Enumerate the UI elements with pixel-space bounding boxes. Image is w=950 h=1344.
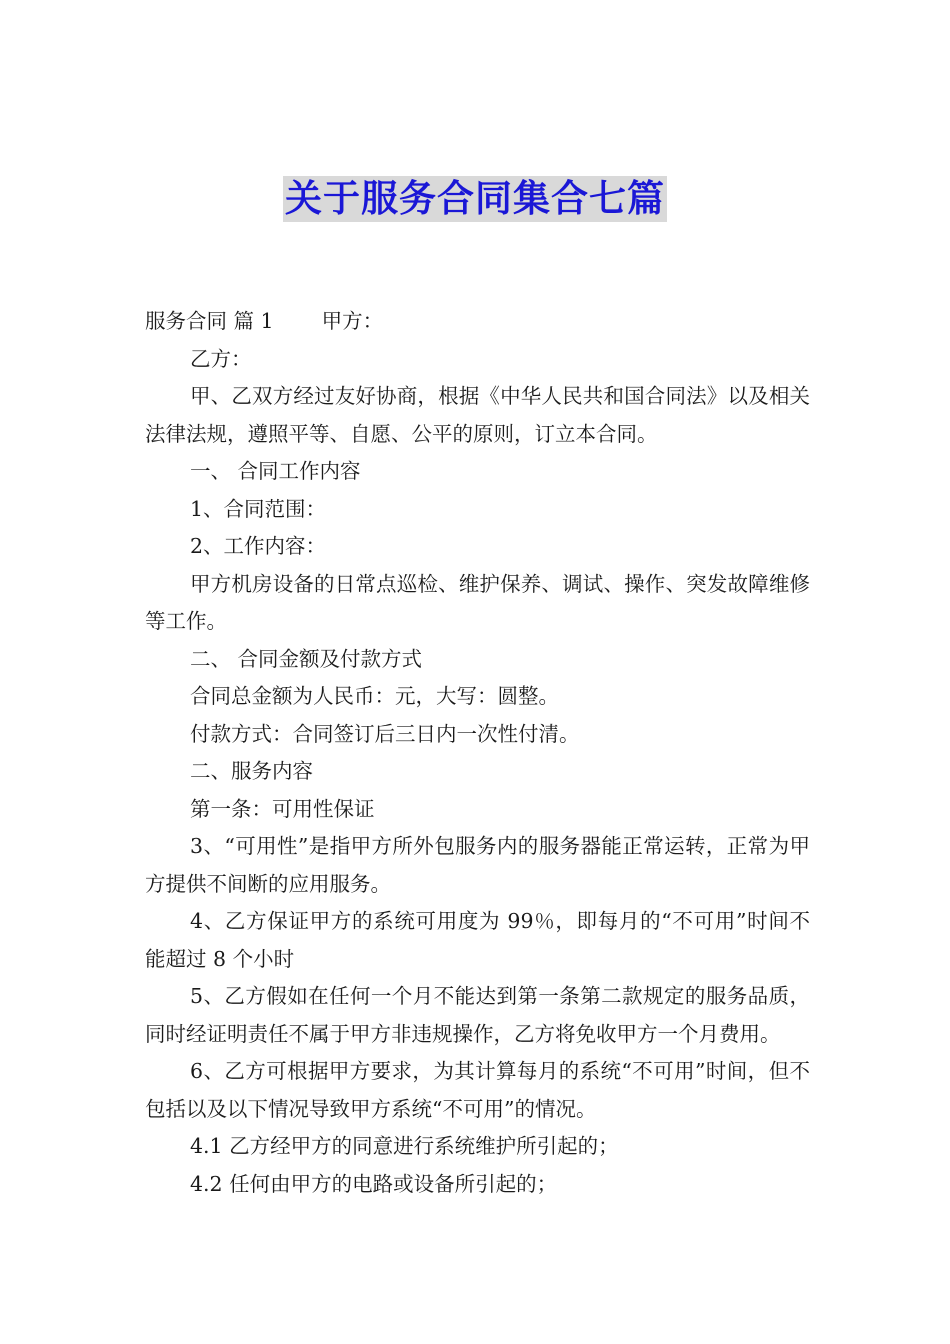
paragraph: 4.2 任何由甲方的电路或设备所引起的； (190, 1171, 558, 1196)
paragraph: 4.1 乙方经甲方的同意进行系统维护所引起的； (190, 1134, 619, 1158)
paragraph: 乙方： (190, 346, 252, 371)
paragraph: 二、 合同金额及付款方式 (190, 646, 423, 671)
paragraph: 2、工作内容： (190, 534, 327, 558)
document-title: 关于服务合同集合七篇 (285, 177, 665, 220)
paragraph: 二、服务内容 (190, 759, 313, 783)
paragraph: 甲、乙双方经过友好协商，根据《中华人民共和国合同法》以及相关法律法规，遵照平等、自愿、公平的原则，订立本合同。 (145, 384, 810, 446)
paragraph: 4、乙方保证甲方的系统可用度为 99％，即每月的“不可用”时间不能超过 8 个小时 (145, 909, 810, 971)
paragraph: 5、乙方假如在任何一个月不能达到第一条第二款规定的服务品质，同时经证明责任不属于甲方非违规操作，乙方将免收甲方一个月费用。 (145, 984, 810, 1046)
document-body (145, 303, 810, 1203)
paragraph: 第一条：可用性保证 (190, 796, 375, 821)
paragraph: 一、 合同工作内容 (190, 459, 361, 483)
paragraph: 6、乙方可根据甲方要求，为其计算每月的系统“不可用”时间，但不包括以及以下情况导致甲方系统“不可用”的情况。 (145, 1059, 810, 1121)
title-container (0, 176, 950, 222)
paragraph: 付款方式：合同签订后三日内一次性付清。 (190, 721, 580, 746)
paragraph: 1、合同范围： (190, 496, 327, 521)
paragraph: 甲方机房设备的日常点巡检、维护保养、调试、操作、突发故障维修等工作。 (145, 571, 810, 633)
heading-line (145, 303, 810, 341)
party-a-label: 甲方： (321, 309, 384, 333)
section-heading: 服务合同 篇 1 (145, 309, 274, 333)
paragraph: 3、“可用性”是指甲方所外包服务内的服务器能正常运转，正常为甲方提供不间断的应用服务。 (145, 834, 810, 896)
paragraph: 合同总金额为人民币：元，大写：圆整。 (190, 684, 559, 708)
